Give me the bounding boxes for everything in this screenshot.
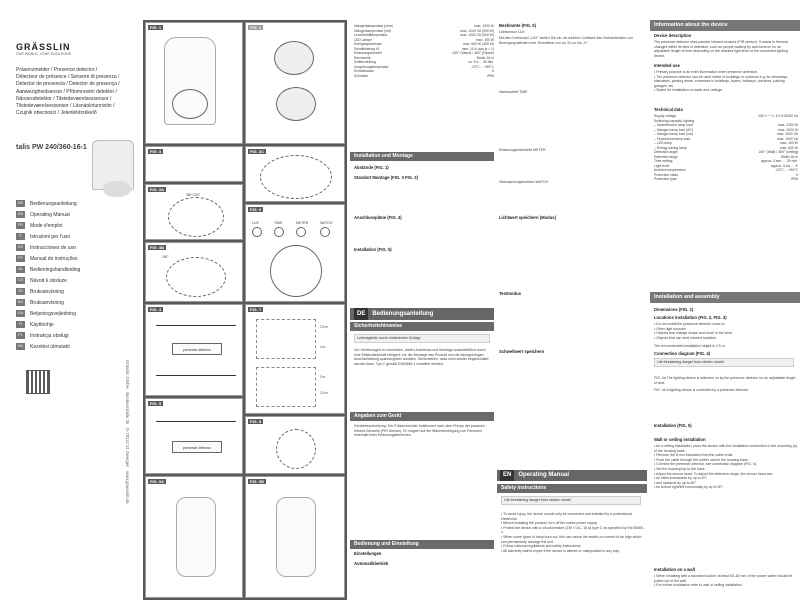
distance-label: 2,5 m: [320, 325, 328, 329]
sub-heading: Lichtwert speichern (Modus): [499, 215, 557, 220]
locations-list: [654, 322, 798, 340]
spec-name: Light level: [654, 163, 670, 168]
fig-label: FIG. 5: [150, 401, 162, 406]
list-item: • Push the cable through the rubber seal in the housing base.: [654, 457, 749, 462]
spec-name: Halogenlampenlast (ohm): [354, 24, 393, 28]
list-item: • Other light sources: [654, 326, 686, 331]
spec-value: approx. 5 sec. ... 30 min.: [760, 159, 798, 163]
spec-value: Breite 16 m: [476, 55, 494, 60]
language-item: [16, 330, 96, 341]
spec-value: IP55: [487, 73, 494, 78]
body-text: The presence detector uses passive infrared sensors (PIR sensor). It reacts to thermal changes within its field of detection, such as people walking by and turns on for an adjustable length of time depending on the ambient light level of the connected lighting device.: [654, 40, 788, 58]
meter-knob-icon: [296, 227, 306, 237]
fig-3a: [145, 242, 243, 302]
language-code: PT: [16, 255, 25, 262]
sub-heading: Automatikbetrieb: [354, 561, 389, 566]
list-item: • Objects that can emit infrared radiation: [654, 335, 717, 340]
fig-2: [245, 22, 345, 144]
section-header: Information about the device: [650, 20, 800, 31]
spec-value: -20°C ... +50°C: [471, 64, 494, 69]
spec-value: max. 600 W (400 W): [462, 42, 494, 46]
language-code: IT: [16, 233, 25, 240]
fig-8: [245, 416, 345, 474]
spec-name: Time setting: [654, 159, 673, 163]
spec-value: max. 1000 VA: [776, 132, 798, 136]
presence-detector-box: presence detector: [172, 343, 222, 355]
list-item: • be tilted downwards by up to 40°: [654, 476, 707, 481]
sub-heading: Abstände (FIG. 1): [354, 165, 389, 170]
de-device-text: Gerätebeschreibung: Der Präsenzmelder funktioniert nach dem Prinzip der passiven Infrarot-Sensorik (PIR-Sensor). Er reagiert auf die Wärmebewegung von Personen innerhalb ihres Erfassungsbereiches.: [354, 424, 485, 438]
body-text: The recommended installation height is 2.5 m: [654, 344, 725, 348]
fig-label: FIG. 4: [150, 307, 162, 312]
safety-list: [501, 512, 645, 553]
language-code: CS: [18, 278, 23, 282]
sensor-top-icon: [274, 41, 314, 75]
sub-heading: Device description: [654, 33, 692, 38]
fig-9b: [245, 476, 345, 598]
fig-7: [245, 304, 345, 414]
spec-name: Detection range: [654, 154, 678, 159]
language-code: PL: [16, 332, 25, 339]
list-item: • To avoid injury, the device should only be connected and installed by a professional electrician.: [501, 512, 632, 521]
sub-heading: Wall or ceiling installation: [654, 437, 706, 442]
product-titles: [16, 67, 140, 117]
list-item: • Suited for installation on walls and ceilings.: [654, 88, 723, 93]
knob-lux-label: LUX: [252, 221, 259, 225]
language-item: [16, 286, 96, 297]
language-item: [16, 264, 96, 275]
language-item: [16, 253, 96, 264]
sub-heading: Intended use: [654, 63, 680, 68]
sub-heading: Installation (FIG. 5): [654, 423, 692, 428]
list-item: • The presence detector can be used inside of buildings or outdoors e.g. for driveways, staircases, parking areas, entrances to buildings, foyers, hallways, corridors, parking garages, etc.: [654, 74, 789, 88]
list-item: • Primary purpose is an even illumination when presence detection.: [654, 70, 759, 74]
knob-time-label: TIME: [274, 221, 283, 225]
lang-code: EN: [500, 470, 514, 481]
spec-name: – Halogen lamp load (ind): [654, 132, 693, 136]
language-item: [16, 275, 96, 286]
sub-heading: Erfassungsreichweite METER: [499, 148, 546, 152]
detection-area: [166, 257, 226, 297]
language-code: NO: [17, 300, 24, 304]
fig-label: FIG. 6: [250, 207, 262, 212]
language-label: Betjeningsvejledning: [30, 310, 76, 317]
list-item: • When some types of lamp burn out, this can cause the switch-on current to be high which can permanently damage the unit.: [501, 534, 642, 544]
list-item: • Protect the device with a circuit breaker (230 V AC, 16 A) type C as specified by EN 60669-1.: [501, 525, 645, 535]
language-code: EN: [18, 212, 23, 216]
intended-list: [654, 70, 798, 93]
spec-name: LED Lampe: [354, 37, 372, 42]
language-item: [16, 319, 96, 330]
fig-9a: [145, 476, 243, 598]
fig-1: [145, 22, 243, 144]
en-spec-list: [654, 114, 798, 182]
figures-panel: [143, 20, 347, 600]
sensor-lens-icon: [172, 89, 208, 119]
lang-code: DE: [354, 308, 368, 320]
section-header: Safety instructions: [497, 484, 647, 493]
product-title-line: Détecteur de présence / Sensore di presenza /: [16, 74, 120, 81]
section-header: Angaben zum Gerät: [350, 412, 494, 421]
warning-box: Life threatening danger from electric shock!: [654, 358, 794, 367]
sub-heading: Installation on a wall: [654, 567, 695, 572]
sub-heading: Überwachungsfunktion WATCH: [499, 180, 549, 184]
side-address: Grässlin GmbH · Bundesstraße 36 · D-78112 St. Georgen · www.graesslin.de: [125, 360, 130, 504]
spec-value: approx. 5 lux ... ☀: [770, 163, 798, 168]
language-label: Kezelési útmutató: [30, 343, 70, 350]
sub-heading: Schwellwert speichern: [499, 349, 545, 354]
language-item: [16, 242, 96, 253]
spec-value: Width 16 m: [780, 154, 798, 159]
sub-heading: Standort Montage (FIG. 3 FIG. 3): [354, 175, 418, 180]
spec-name: – Energy saving lamp: [654, 145, 687, 150]
spec-name: Leuchtstofflampenlast: [354, 33, 387, 37]
language-item: [16, 341, 96, 352]
distance-label: 2,5 m: [320, 391, 328, 395]
fig-6: [245, 204, 345, 302]
presence-detector-box: presence detector: [172, 441, 222, 453]
sub-heading: Dimensions (FIG. 1): [654, 307, 694, 312]
knob-meter-label: METER: [296, 221, 309, 225]
list-item: • Objects that change shape and move in the wind: [654, 331, 732, 336]
language-item: [16, 198, 96, 209]
list-item: • Do not install the presence detector close to:: [654, 322, 726, 326]
language-label: Mode d'emploi: [30, 222, 63, 229]
product-title-line: Tilstedeværelsessensor / Läsnäolotunnistin /: [16, 103, 115, 110]
en-panel: [650, 20, 800, 600]
list-item: • Adjust the sensor head: To adjust the detection range, the sensor head can:: [654, 471, 774, 476]
language-code: DE: [18, 201, 23, 205]
list-item: • be turned right/left horizontally by up to 90°.: [654, 485, 724, 490]
list-item: • Follow national regulations and safety instructions.: [501, 544, 582, 549]
spec-name: Detection angle: [654, 150, 678, 154]
de-header: [350, 308, 494, 320]
wire-line: [156, 421, 236, 422]
spec-value: max. 1000 VA (900 W): [460, 33, 494, 37]
spec-name: Schutzklasse: [354, 69, 374, 73]
spec-value: max. 600 W: [779, 145, 798, 150]
spec-value: max. 1000 W: [778, 127, 798, 132]
spec-row: [654, 177, 798, 182]
wire-line: [156, 375, 236, 376]
body-text: Mit dem Drehknopf „LUX“ stellen Sie ein, ab welcher Lichtwert das Vorhandensein von Bewegung aktiviert wird. Einstellbar von ca. 5 Lux bis „☀“.: [499, 36, 633, 45]
de-title: Bedienungsanleitung: [372, 311, 434, 317]
section-header: Bedienung und Einstellung: [350, 540, 494, 549]
time-knob-icon: [274, 227, 284, 237]
spec-name: Schutzart: [354, 73, 369, 78]
list-item: • All warranty claims expire if the device is altered or manipulated in any way.: [501, 548, 620, 553]
sensor-drawing: [276, 497, 316, 577]
de-panel: [350, 20, 494, 600]
cover-panel: [12, 20, 140, 600]
spec-value: max. 400 W: [475, 37, 494, 42]
warning-box: Life threatening danger from electric shock!: [501, 496, 641, 505]
spec-name: Zeiteinstellung: [354, 60, 376, 64]
sensor-range-icon: [270, 245, 322, 297]
language-item: [16, 308, 96, 319]
spec-name: Reichweite: [354, 55, 371, 60]
en-header: [497, 470, 647, 481]
sensor-bottom-icon: [276, 87, 316, 121]
spec-value: II: [492, 69, 494, 73]
fig-5: [145, 398, 243, 474]
section-header: Installation und Montage: [350, 152, 494, 161]
detection-area: [276, 429, 316, 469]
spec-name: Erfassungsbereich: [354, 51, 383, 55]
product-title-line: Närvarodetektor / Tilstedeværelsessensor /: [16, 95, 112, 102]
range-area: [256, 367, 316, 407]
fig-label: FIG. 2: [250, 25, 262, 30]
language-label: Bedienungsanleitung: [30, 200, 77, 207]
spec-name: – Halogen lamp load (AC): [654, 127, 694, 132]
language-label: Käyttöohje: [30, 321, 54, 328]
sub-heading: Anschlusspläne (FIG. 4): [354, 215, 402, 220]
fig-3-top: [145, 146, 243, 182]
fig-label: FIG. 1: [150, 25, 162, 30]
spec-value: II: [796, 172, 798, 177]
language-code: ES: [16, 244, 25, 251]
language-code: SV: [16, 288, 25, 295]
product-title-line: Czujnik obecności / Jelenlétérzékelő: [16, 110, 97, 117]
sub-heading: Technical data: [654, 107, 683, 112]
spec-name: Ambient temperature: [654, 168, 686, 172]
language-label: Operating Manual: [30, 211, 70, 218]
spec-value: 240° (Wand) / 360° (Decke): [452, 51, 494, 55]
language-code: FR: [16, 222, 25, 229]
language-label: Bruksanvisning: [30, 288, 64, 295]
list-item: • Before installing the product, turn off the mains power supply.: [501, 521, 598, 526]
body-text: Lichtsensor LUX: [499, 30, 525, 34]
list-item: • Connect the presence detector, see connection diagram (FIG. 4).: [654, 462, 757, 467]
spec-name: Protection class: [654, 172, 678, 177]
list-item: • Remove the 8 mm insulation from the cable ends.: [654, 453, 734, 458]
brand-tagline: OUR WORLD, YOUR SOLUTIONS: [16, 52, 71, 56]
section-header: Installation and assembly: [650, 292, 800, 303]
list-item: • and upwards by up to 80°: [654, 480, 696, 485]
language-item: [16, 297, 96, 308]
spec-name: – Fluorescent lamp load: [654, 136, 691, 141]
language-item: [16, 209, 96, 220]
qr-code-icon: [26, 370, 50, 394]
spec-name: Supply voltage: [654, 114, 677, 118]
fig-label: FIG. 7: [250, 307, 262, 312]
sub-heading: Bestimmte (FIG. 5): [499, 23, 536, 28]
language-label: Návod k obsluze: [30, 277, 67, 284]
list-item: • When installing with a standard socket: at least 50–60 mm of the power cable should be pulled out of the wall.: [654, 574, 793, 583]
spec-value: 230 V ~ +/- 10 % 50/60 Hz: [758, 114, 798, 118]
spec-name: – Incandescent lamp load: [654, 123, 693, 127]
warning-box: Lebensgefahr durch elektrischen Schlag!: [354, 334, 490, 343]
sub-heading: Locations installation (FIG. 2, FIG. 3): [654, 315, 727, 320]
language-label: Instrukcja obsługi: [30, 332, 69, 339]
language-label: Bedieningshandleiding: [30, 266, 81, 273]
spec-name: Halogenlampenlast (ind): [354, 28, 391, 33]
spec-name: Schaltleistung Kl.: [354, 46, 381, 51]
language-label: Bruksanvisning: [30, 299, 64, 306]
product-title-line: Detector de presencia / Detector de presença /: [16, 81, 120, 88]
brand-logo: GRÄSSLIN: [16, 42, 71, 52]
detection-area: [260, 155, 332, 199]
outdoor-list: [654, 574, 798, 588]
fig-label: FIG. 8: [250, 419, 262, 424]
spec-name: Umgebungstemperatur: [354, 64, 389, 69]
model-name: talis PW 240/360-16-1: [16, 144, 87, 151]
list-item: • As a ceiling installation, push the sensor with the installation connection in the mounting (a) of the housing base.: [654, 444, 797, 453]
sub-heading: Nachlaufzeit TIME: [499, 90, 528, 94]
language-item: [16, 220, 96, 231]
body-text: FIG. 4a The lighting device is switched on by the presence detector for an adjustable length of time.: [654, 376, 796, 385]
fig-label: FIG. 3A: [150, 187, 165, 192]
language-label: Istruzioni per l'uso: [30, 233, 71, 240]
distance-label: 3 m: [320, 375, 326, 379]
product-image: [92, 140, 134, 190]
spec-value: -20°C ... +50°C: [775, 168, 798, 172]
angle-label: 360°/140°: [186, 193, 201, 197]
de-safety-text: Um Verletzungen zu vermeiden, dürfen Anschluss und Montage ausschließlich durch eine Elektrofachkraft erfolgen! Vor der Montage das Produkt und die dazugehörigen Anschlußleitung spannungsfrei schalten. Sicherstellen, dass nicht wieder eingeschaltet werden kann. Typ C gemäß EN60669-1 installiert werden.: [354, 348, 489, 366]
detection-area: [168, 197, 224, 237]
fig-4: [145, 304, 243, 396]
wire-line: [156, 325, 236, 326]
fig-3b: [245, 146, 345, 202]
language-code: NL: [16, 266, 25, 273]
range-area: [256, 319, 316, 359]
spec-value: 240° (Wall) / 360° (ceiling): [758, 150, 798, 154]
language-list: [16, 198, 96, 352]
de-continued-panel: [497, 20, 647, 600]
sub-heading: Einstellungen: [354, 551, 382, 556]
fig-label: FIG. 3: [150, 149, 162, 154]
language-label: Instrucciones de uso: [30, 244, 76, 251]
sensor-drawing: [176, 497, 216, 577]
spec-value: max. 10 A (cos φ = 1): [461, 46, 494, 51]
distance-label: 4 m: [320, 345, 326, 349]
spec-name: – LED lamp: [654, 141, 672, 145]
spec-value: max. 1000 VA: [776, 136, 798, 141]
spec-name: Energiesparlampe: [354, 42, 382, 46]
language-code: HU: [17, 344, 24, 348]
spec-value: max. 1000 VA (900 W): [460, 28, 494, 33]
language-label: Manual de instruções: [30, 255, 78, 262]
product-title-line: Präsenzmelder / Presence detector /: [16, 67, 98, 73]
spec-value: max. 2300 W: [778, 123, 798, 127]
spec-name: Protection type: [654, 177, 677, 181]
fig-3: [145, 184, 243, 240]
spec-value: max. 400 W: [779, 141, 798, 145]
spec-name: Switching capacity, lighting: [654, 118, 695, 123]
body-text: FIG. 4b A lighting device is controlled by a presence detector.: [654, 388, 749, 392]
fig-label: FIG. 9B: [250, 479, 265, 484]
spec-value: IP55: [791, 177, 798, 181]
en-title: Operating Manual: [518, 472, 570, 478]
fig-label: FIG. 9A: [150, 479, 165, 484]
watch-knob-icon: [320, 227, 330, 237]
fig-label: FIG. 3B: [150, 245, 165, 250]
knob-watch-label: WATCH: [320, 221, 333, 225]
section-header: Sicherheitshinweise: [350, 322, 494, 331]
list-item: • For further installation refer to wall or ceiling installation.: [654, 583, 743, 588]
sub-heading: Testmodus: [499, 291, 522, 296]
product-title-line: Aanwezigheidsensor / Přítomnostní detektor /: [16, 88, 117, 95]
sub-heading: Installation (FIG. 5): [354, 247, 392, 252]
language-code: FI: [16, 321, 25, 328]
spec-value: max. 1000 W: [474, 24, 494, 28]
lux-knob-icon: [252, 227, 262, 237]
spec-row: [354, 74, 494, 79]
de-spec-list: [354, 24, 494, 78]
list-item: • Set the housing top to the base.: [654, 466, 706, 471]
fig-label: FIG. 3C: [250, 149, 265, 154]
spec-value: ca. 5 s ... 30 Min.: [468, 60, 494, 64]
language-code: DA: [18, 311, 23, 315]
angle-label: 180°: [162, 255, 169, 259]
language-item: [16, 231, 96, 242]
sub-heading: Connection diagram (FIG. 4): [654, 351, 711, 356]
wall-list: [654, 444, 798, 490]
